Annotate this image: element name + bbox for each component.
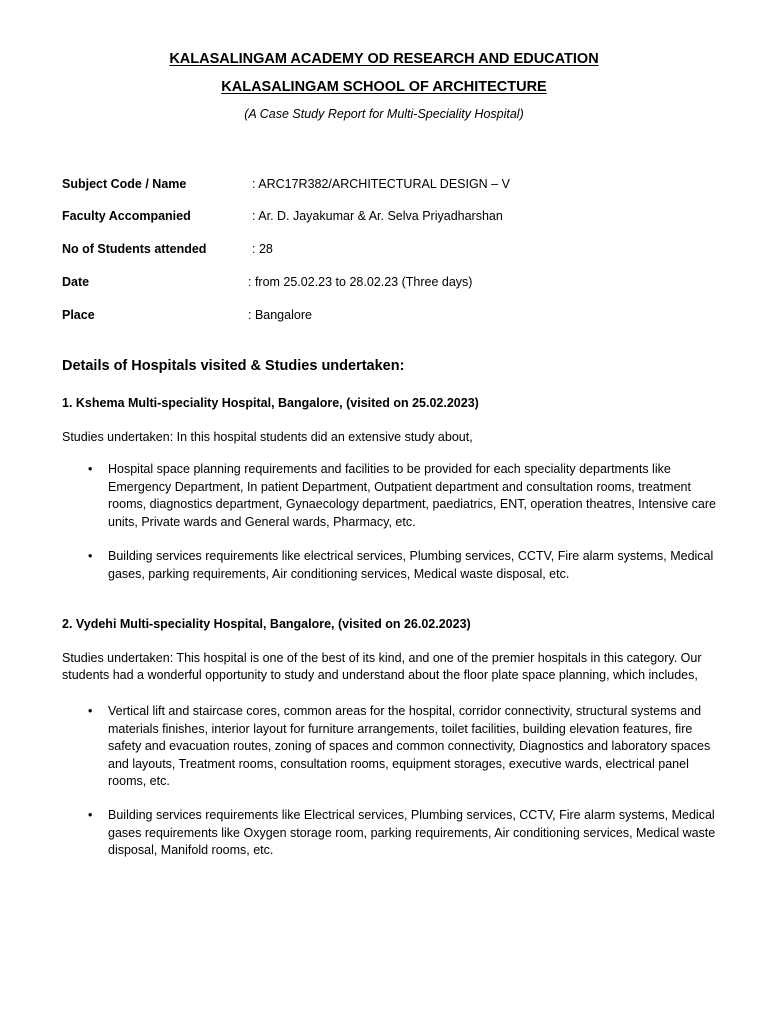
info-value: : Ar. D. Jayakumar & Ar. Selva Priyadharshan [252,209,503,223]
school-title: KALASALINGAM SCHOOL OF ARCHITECTURE [221,79,547,95]
bullet-icon: • [88,704,93,718]
bullet-icon: • [88,549,93,563]
info-value: : Bangalore [248,308,312,322]
hospital-2-bullet-2: Building services requirements like Electrical services, Plumbing services, CCTV, Fire alarm systems, Medical gases requirements like Oxygen storage room, parking requirements, Air conditioning services, Medical waste disposal, Manifold rooms, etc. [108,808,716,857]
info-label: Place [62,308,95,322]
info-label: Date [62,275,90,289]
bullet-icon: • [88,808,93,822]
hospital-1-bullet-1: Hospital space planning requirements and facilities to be provided for each speciality departments like Emergency Department, In patient Department, Outpatient department and consultation rooms, treatment rooms, diagnostics department, Gynaecology department, paediatrics, ENT, operation theatres, Intensive care units, Private wards and General wards, Pharmacy, etc. [108,462,716,529]
hospital-2-bullet-1: Vertical lift and staircase cores, common areas for the hospital, corridor connectivity, structural systems and materials finishes, interior layout for furniture arrangements, toilet facilities, building elevation features, fire safety and evacuation routes, zoning of spaces and common connectivity, Diagnostics and laboratory spaces and layouts, Treatment rooms, consultation rooms, equipment storages, executive wards, electrical panel rooms, etc. [108,704,711,788]
info-value: : from 25.02.23 to 28.02.23 (Three days) [248,275,473,289]
section-heading: Details of Hospitals visited & Studies undertaken: [62,358,405,374]
institution-title: KALASALINGAM ACADEMY OD RESEARCH AND EDUCATION [169,51,599,67]
hospital-2-title: 2. Vydehi Multi-speciality Hospital, Bangalore, (visited on 26.02.2023) [62,617,471,631]
info-label: Faculty Accompanied [62,209,191,223]
hospital-1-intro: Studies undertaken: In this hospital students did an extensive study about, [62,430,473,444]
info-value: : ARC17R382/ARCHITECTURAL DESIGN – V [252,177,510,191]
info-label: Subject Code / Name [62,177,187,191]
report-subtitle: (A Case Study Report for Multi-Speciality Hospital) [244,107,524,121]
hospital-1-bullet-2: Building services requirements like electrical services, Plumbing services, CCTV, Fire alarm systems, Medical gases, parking requirements, Air conditioning services, Medical waste disposal, etc. [108,549,714,581]
info-label: No of Students attended [62,242,207,256]
info-value: : 28 [252,242,273,256]
hospital-1-title: 1. Kshema Multi-speciality Hospital, Bangalore, (visited on 25.02.2023) [62,396,479,410]
bullet-icon: • [88,462,93,476]
hospital-2-intro: Studies undertaken: This hospital is one of the best of its kind, and one of the premier hospitals in this category. Our students had a wonderful opportunity to study and understand about the floor plate space planning, which includes, [62,651,702,682]
